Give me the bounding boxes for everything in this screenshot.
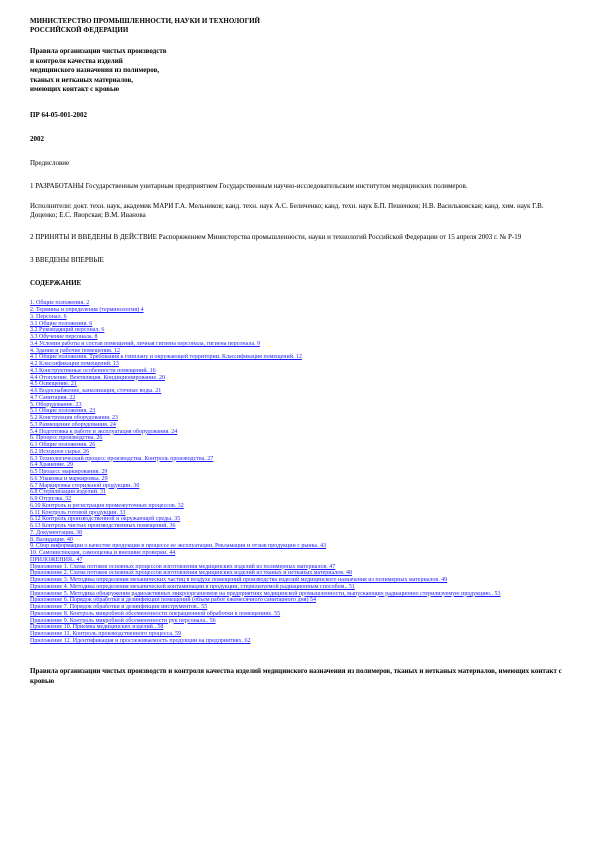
toc-item [30,388,568,395]
toc-item [30,307,568,314]
title-line: Правила организации чистых производств [30,47,167,55]
section-developed: 1 РАЗРАБОТАНЫ Государственным унитарным предприятием Государственным научно-исследовательским институтом медицинских полимеров. [30,181,468,190]
toc-link[interactable]: Приложение 7. Порядок обработки и дезинфекции инструментов.. 55 [30,604,208,611]
toc-link[interactable]: 4.2 Классификация помещений. 13 [30,361,119,368]
toc-link[interactable]: 6.5 Процесс маркирования. 29 [30,469,108,476]
toc-item [30,415,568,422]
toc-item [30,638,568,645]
toc-link[interactable]: Приложение 11. Контроль производственного процесса. 59 [30,631,181,638]
document-year: 2002 [30,134,44,143]
toc-item [30,368,568,375]
toc-link[interactable]: 5. Оборудование. 23 [30,401,82,408]
toc-item [30,429,568,436]
title-line: медицинского назначения из полимеров, [30,66,160,75]
ministry-line-2: РОССИЙСКОЙ ФЕДЕРАЦИИ [30,25,129,34]
toc-item [30,449,568,456]
toc-link[interactable]: ПРИЛОЖЕНИЯ.. 47 [30,556,83,563]
toc-link[interactable]: 3.2 Руководящий персонал. 6 [30,327,105,334]
section-adopted: 2 ПРИНЯТЫ И ВВЕДЕНЫ В ДЕЙСТВИЕ Распоряжением Министерства промышленности, науки и технологий Российской Федерации от 15 апреля 2003 г. № Р-19 [30,233,522,242]
toc-item [30,314,568,321]
toc-link[interactable]: 6.11 Контроль готовой продукции. 33 [30,509,126,516]
toc-link[interactable]: 9. Сбор информации о качестве продукции в процессе ее эксплуатации. Рекламации и отзыв продукции с рынка. 43 [30,543,327,550]
toc-link[interactable]: 6.3 Технологический процесс производства. Контроль производства. 27 [30,455,214,462]
toc-link[interactable]: 5.2 Конструкция оборудования. 23 [30,415,119,422]
document-code: ПР 64-05-001-2002 [30,110,87,119]
document-page [30,17,568,686]
toc-link[interactable]: 4.3 Конструктивные особенности помещений. 16 [30,367,156,374]
toc-item [30,523,568,530]
toc-item [30,584,568,591]
toc-link[interactable]: 10. Самоинспекция, самооценка и внешние проверки. 44 [30,550,176,557]
toc-item [30,375,568,382]
toc-link[interactable]: 6.12 Контроль производственной и окружающей среды. 35 [30,516,181,523]
toc-item [30,402,568,409]
toc-link[interactable]: 5.4 Подготовка к работе и эксплуатация оборудования. 24 [30,428,178,435]
toc-item [30,489,568,496]
preface-label: Предисловие [30,158,70,167]
toc-link[interactable]: 6.8 Стерилизация изделий. 31 [30,489,106,496]
title-line: и контроля качества изделий [30,56,123,65]
toc-link[interactable]: Приложение 9. Контроль микробной обсемененности рук персонала.. 56 [30,617,216,624]
toc-link[interactable]: Приложение 6. Порядок обработки и дезинфекции помещений (объем работ ежемесячного санитарного дня) 54 [30,597,316,604]
section-introduced: 3 ВВЕДЕНЫ ВПЕРВЫЕ [30,255,104,264]
toc-link[interactable]: 3.4 Условия работы и состав помещений, личная гигиена персонала, гигиена персонала. 9 [30,340,260,347]
toc-link[interactable]: 4.5 Освещение. 21 [30,381,77,388]
toc-link[interactable]: 6.13 Контроль чистых производственных помещений. 36 [30,523,176,530]
toc-link[interactable]: Приложение 3. Методика определения механических частиц в воздухе помещений производства изделий медицинского назначения из полимерных материалов. 49 [30,577,448,584]
toc-link[interactable]: Приложение 12. Идентификация и прослеживаемость продукции на предприятиях. 62 [30,637,251,644]
toc-link[interactable]: Приложение 2. Схема потоков основных процессов изготовления медицинских изделий из тканых и нетканых материалов. 48 [30,570,353,577]
toc-link[interactable]: 4.7 Санитария. 22 [30,394,76,401]
toc-link[interactable]: 5.3 Размещение оборудования. 24 [30,421,116,428]
toc-link[interactable]: 4.6 Водоснабжение, канализация, сточные воды. 21 [30,388,162,395]
toc-item [30,503,568,510]
title-line: имеющих контакт с кровью [30,85,120,94]
toc-link[interactable]: 8. Валидация. 40 [30,536,73,543]
toc-item [30,422,568,429]
toc-item [30,496,568,503]
toc-link[interactable]: Приложение 8. Контроль микробной обсемененности операционной обработки в помещениях. 55 [30,610,281,617]
toc-item [30,611,568,618]
toc-item [30,442,568,449]
toc-link[interactable]: 5.1 Общие положения. 23 [30,408,96,415]
toc-link[interactable]: 3.1 Общие положения. 6 [30,320,93,327]
toc-item [30,327,568,334]
toc-link[interactable]: 4. Здания и рабочие помещения. 12 [30,347,120,354]
toc-link[interactable]: 4.1 Общие положения. Требования к генплану и окружающей территории. Классификация помещений. 12 [30,354,302,361]
toc-link[interactable]: Приложение 4. Методика определения механической контаминации в продукции, стерилизуемой радиационным способом.. 51 [30,583,355,590]
toc-link[interactable]: 6. Процесс производства. 26 [30,435,103,442]
toc-link[interactable]: 6.7 Маркировка стерильной продукции. 30 [30,482,140,489]
toc-link[interactable]: 3. Персонал. 6 [30,313,67,320]
toc-item [30,469,568,476]
table-of-contents [30,300,568,644]
toc-link[interactable]: 6.2 Исходное сырье. 26 [30,448,90,455]
toc-item [30,395,568,402]
toc-link[interactable]: 4.4 Отопление. Вентиляция. Кондиционирование. 20 [30,374,165,381]
toc-item [30,361,568,368]
toc-item [30,334,568,341]
footer-title: Правила организации чистых производств и контроля качества изделий медицинского назначения из полимеров, тканых и нетканых материалов, имеющих контакт с кровью [30,666,562,685]
toc-heading: СОДЕРЖАНИЕ [30,279,82,288]
authors-paragraph: Исполнители: докт. техн. наук, академик МАРИ Г.А. Мельников; канд. техн. наук А.С. Беличенко; канд. техн. наук Б.П. Пешенков; Н.В. Васильковская; канд. хим. наук Г.В. Доценко; Е.С. Яворская; В.М. Иванова [30,202,544,219]
toc-link[interactable]: 3.3 Обучение персонала. 8 [30,334,98,341]
toc-item [30,435,568,442]
toc-item [30,476,568,483]
toc-link[interactable]: Приложение 10. Приемка медицинских изделий.. 58 [30,624,164,631]
toc-item [30,462,568,469]
toc-link[interactable]: 6.9 Отгрузка. 32 [30,496,72,503]
ministry-header [30,17,568,34]
toc-link[interactable]: 6.6 Упаковка и маркировка. 29 [30,475,108,482]
toc-link[interactable]: 7. Документация. 38 [30,529,83,536]
toc-link[interactable]: Приложение 5. Методика обнаружения радиоактивных микроорганизмов на предприятиях медицинской промышленности, выпускающих радиационно стерилизуемую продукцию.. 53 [30,590,501,597]
ministry-line-1: МИНИСТЕРСТВО ПРОМЫШЛЕННОСТИ, НАУКИ И ТЕХНОЛОГИЙ [30,17,260,25]
toc-item [30,321,568,328]
toc-link[interactable]: Приложение 1. Схема потоков основных процессов изготовления медицинских изделий из полимерных материалов. 47 [30,563,336,570]
toc-item [30,483,568,490]
toc-item [30,577,568,584]
toc-link[interactable]: 2. Термины и определения (терминология) 4 [30,307,144,314]
toc-item [30,456,568,463]
toc-item [30,604,568,611]
toc-item [30,550,568,557]
toc-item [30,543,568,550]
toc-item [30,557,568,564]
toc-item [30,530,568,537]
toc-link[interactable]: 1. Общие положения. 2 [30,300,90,307]
toc-link[interactable]: 6.4 Хранение. 29 [30,462,73,469]
toc-link[interactable]: 6.1 Общие положения. 26 [30,442,96,449]
toc-link[interactable]: 6.10 Контроль и регистрация промежуточных процессов. 32 [30,502,184,509]
document-title [30,47,568,95]
toc-item [30,341,568,348]
toc-item [30,631,568,638]
toc-item [30,624,568,631]
title-line: тканых и нетканых материалов, [30,75,134,84]
